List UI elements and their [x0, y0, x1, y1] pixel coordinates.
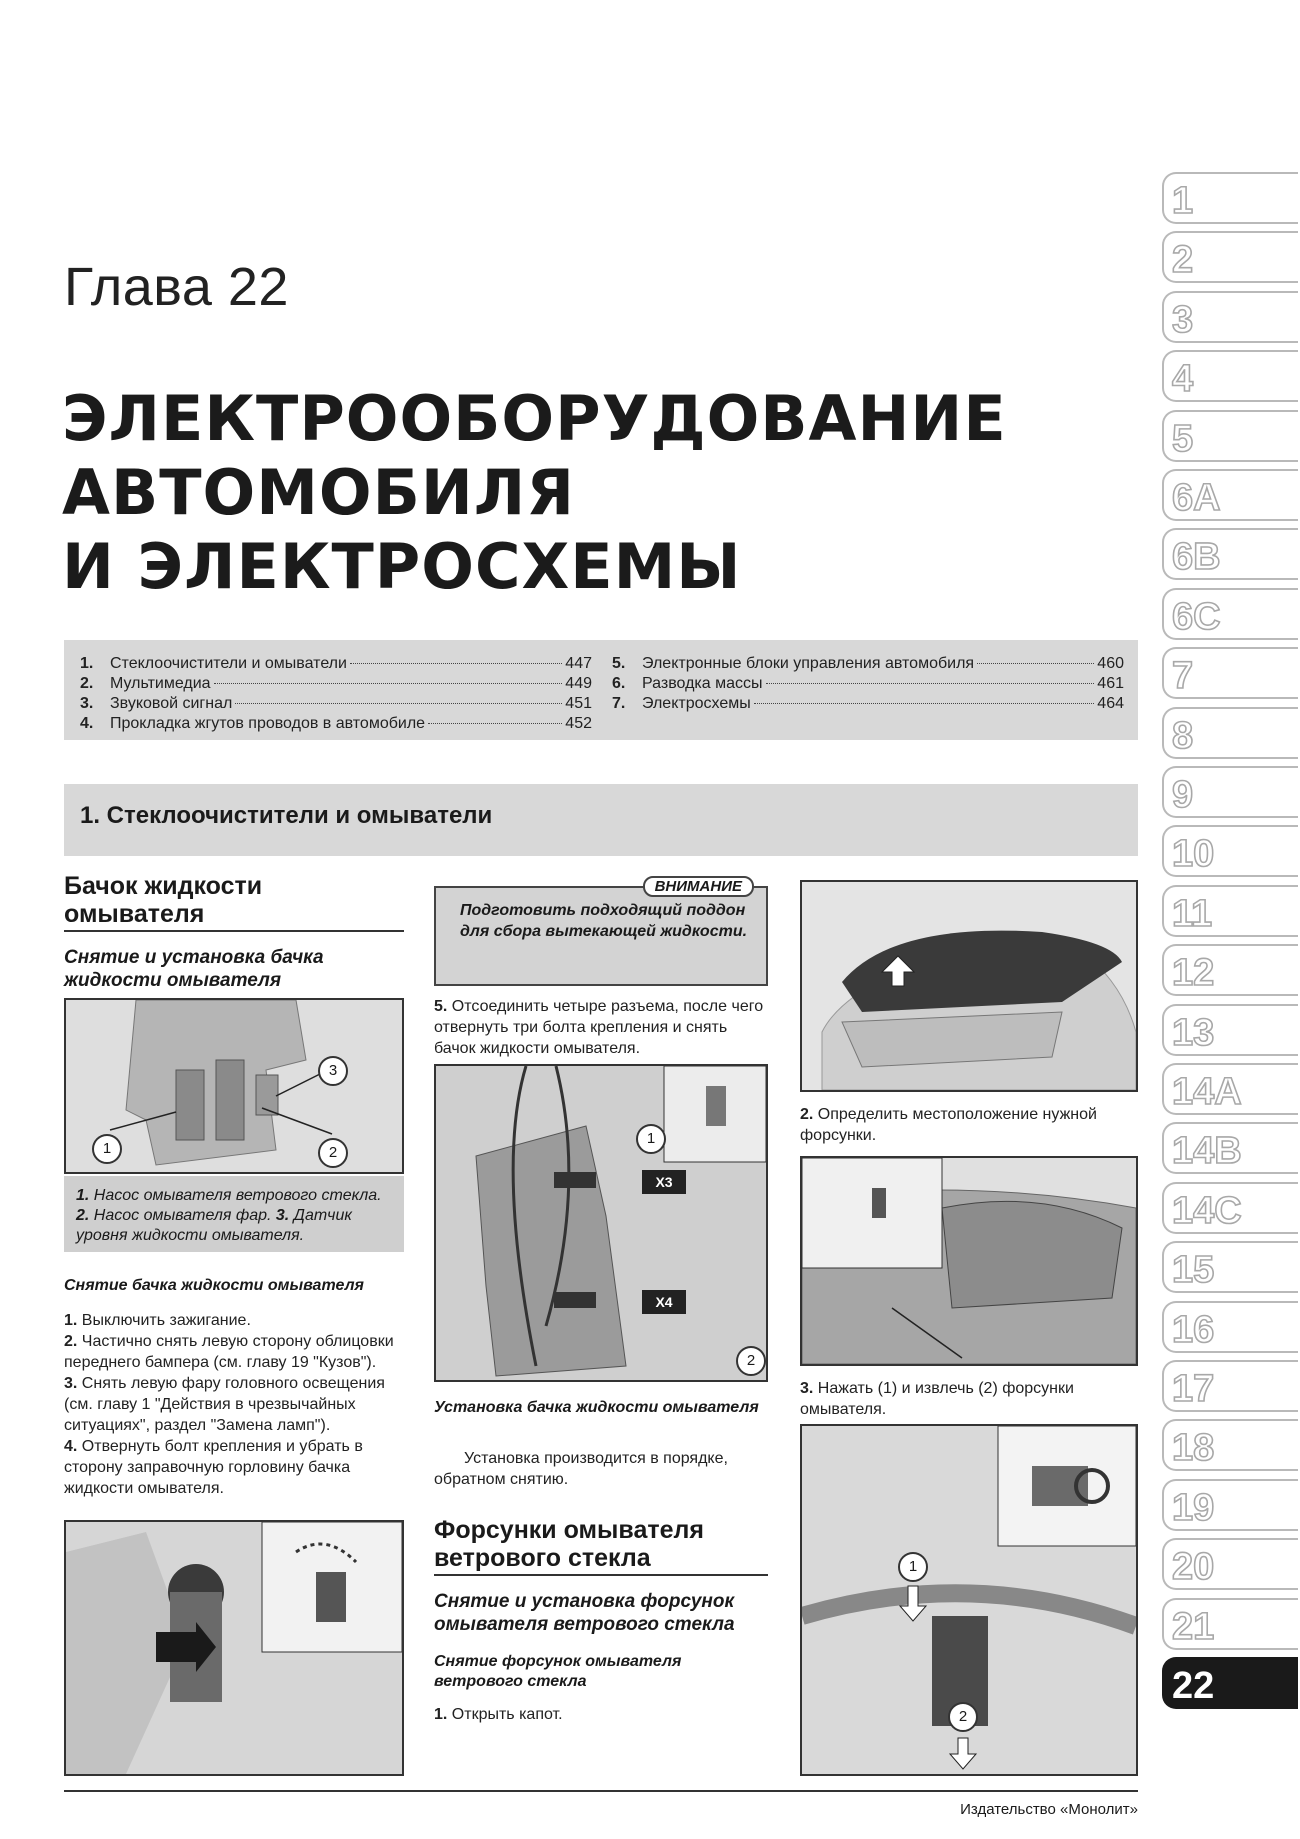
chapter-tab-label: 6B: [1172, 536, 1221, 578]
publisher-text: Издательство «Монолит»: [960, 1801, 1138, 1818]
toc-right-column: [612, 654, 1124, 714]
step-item: 1. Выключить зажигание.: [64, 1312, 251, 1329]
chapter-tab-9[interactable]: [1162, 766, 1298, 818]
chapter-tab-2[interactable]: [1162, 231, 1298, 283]
heading-rule: [64, 930, 404, 932]
toc-item[interactable]: 7. Электросхемы 464: [612, 695, 1124, 712]
open-hood-illustration: [802, 882, 1136, 1090]
chapter-tab-17[interactable]: [1162, 1360, 1298, 1412]
section-title: 1. Стеклоочистители и омыватели: [80, 802, 493, 829]
chapter-tab-14a[interactable]: [1162, 1063, 1298, 1115]
callout-1: 1: [92, 1134, 122, 1164]
chapter-tab-label: 13: [1172, 1012, 1215, 1054]
chapter-tab-label: 10: [1172, 833, 1215, 875]
chapter-tab-label: 9: [1172, 774, 1194, 816]
chapter-tab-6c[interactable]: [1162, 588, 1298, 640]
heading-washer-reservoir: Бачок жидкости омывателя: [64, 872, 263, 928]
callout-2: 2: [318, 1138, 348, 1168]
chapter-tab-label: 20: [1172, 1546, 1215, 1588]
subheading-nozzle-removal: Снятие форсунок омывателя ветрового стекла: [434, 1653, 682, 1690]
chapter-tab-22[interactable]: [1162, 1657, 1298, 1709]
step-2: 2. Определить местоположение нужной форсунки.: [800, 1106, 1097, 1144]
subheading-reservoir-install: Установка бачка жидкости омывателя: [434, 1399, 759, 1416]
figure-washer-reservoir: [64, 998, 404, 1174]
section-heading-bar: [64, 784, 1138, 856]
chapter-tab-label: 6A: [1172, 477, 1221, 519]
chapter-tab-11[interactable]: [1162, 885, 1298, 937]
chapter-title-line2: АВТОМОБИЛЯ: [62, 456, 576, 529]
chapter-tab-label: 4: [1172, 358, 1194, 400]
chapter-label: Глава 22: [64, 257, 289, 317]
toc-item[interactable]: 2. Мультимедиа 449: [80, 675, 592, 692]
chapter-tab-label: 2: [1172, 239, 1194, 281]
callout-1: 1: [898, 1552, 928, 1582]
chapter-tab-label: 19: [1172, 1487, 1215, 1529]
chapter-tab-10[interactable]: [1162, 825, 1298, 877]
subheading-reservoir-removal: Снятие бачка жидкости омывателя: [64, 1277, 364, 1294]
chapter-tab-label: 5: [1172, 418, 1194, 460]
chapter-tab-label: 11: [1172, 893, 1213, 935]
chapter-tab-5[interactable]: [1162, 410, 1298, 462]
chapter-tab-label: 6C: [1172, 596, 1221, 638]
toc-item[interactable]: 6. Разводка массы 461: [612, 675, 1124, 692]
figure-nozzle-release: [800, 1424, 1138, 1776]
toc-item[interactable]: 1. Стеклоочистители и омыватели 447: [80, 655, 592, 672]
chapter-tab-21[interactable]: [1162, 1598, 1298, 1650]
chapter-tab-19[interactable]: [1162, 1479, 1298, 1531]
chapter-tab-14b[interactable]: [1162, 1122, 1298, 1174]
step-item: 4. Отвернуть болт крепления и убрать в сторону заправочную горловину бачка жидкости омывателя.: [64, 1438, 363, 1497]
footer-rule: [64, 1790, 1138, 1792]
chapter-tab-6b[interactable]: [1162, 528, 1298, 580]
chapter-title-line1: ЭЛЕКТРООБОРУДОВАНИЕ: [62, 382, 1007, 455]
toc-item[interactable]: 4. Прокладка жгутов проводов в автомобиле 452: [80, 715, 592, 732]
chapter-tab-label: 14A: [1172, 1071, 1242, 1113]
figure-open-hood: [800, 880, 1138, 1092]
chapter-tab-label: 14C: [1172, 1190, 1242, 1232]
heading-rule: [434, 1574, 768, 1576]
nozzle-step-1: 1. Открыть капот.: [434, 1706, 563, 1723]
figure-caption: 1. Насос омывателя ветрового стекла. 2. Насос омывателя фар. 3. Датчик уровня жидкости омывателя.: [64, 1176, 404, 1252]
chapter-tab-label: 22: [1172, 1665, 1215, 1707]
chapter-tab-label: 14B: [1172, 1130, 1242, 1172]
chapter-tab-15[interactable]: [1162, 1241, 1298, 1293]
chapter-tab-label: 8: [1172, 715, 1194, 757]
attention-label: ВНИМАНИЕ: [643, 876, 754, 897]
figure-hood-underside: [800, 1156, 1138, 1366]
chapter-tab-label: 12: [1172, 952, 1215, 994]
connector-label-x4: X4: [642, 1290, 686, 1314]
attention-box: [434, 878, 768, 986]
step-item: 2. Частично снять левую сторону облицовки переднего бампера (см. главу 19 "Кузов").: [64, 1333, 394, 1371]
chapter-tab-label: 1: [1172, 180, 1194, 222]
reservoir-connectors-illustration: [436, 1066, 766, 1380]
steps-list: [64, 1310, 404, 1499]
chapter-tab-label: 3: [1172, 299, 1194, 341]
chapter-tab-18[interactable]: [1162, 1419, 1298, 1471]
chapter-title: [62, 382, 1007, 604]
chapter-tab-3[interactable]: [1162, 291, 1298, 343]
chapter-tab-14c[interactable]: [1162, 1182, 1298, 1234]
callout-2: 2: [736, 1346, 766, 1376]
figure-filler-neck: [64, 1520, 404, 1776]
chapter-tab-16[interactable]: [1162, 1301, 1298, 1353]
chapter-tab-label: 18: [1172, 1427, 1215, 1469]
step-3: 3. Нажать (1) и извлечь (2) форсунки омывателя.: [800, 1380, 1074, 1418]
callout-1: 1: [636, 1124, 666, 1154]
toc-left-column: [80, 654, 592, 734]
install-text: Установка производится в порядке, обратном снятию.: [434, 1450, 728, 1488]
chapter-tab-13[interactable]: [1162, 1004, 1298, 1056]
connector-label-x3: X3: [642, 1170, 686, 1194]
step-item: 3. Снять левую фару головного освещения (см. главу 1 "Действия в чрезвычайных ситуациях", раздел "Замена ламп").: [64, 1375, 385, 1434]
table-of-contents: [64, 640, 1138, 740]
subheading-reservoir-removal-install: Снятие и установка бачка жидкости омывателя: [64, 947, 324, 991]
chapter-tab-label: 21: [1172, 1606, 1215, 1648]
hood-underside-illustration: [802, 1158, 1136, 1364]
chapter-tab-12[interactable]: [1162, 944, 1298, 996]
filler-neck-illustration: [66, 1522, 402, 1774]
callout-2: 2: [948, 1702, 978, 1732]
toc-item[interactable]: 3. Звуковой сигнал 451: [80, 695, 592, 712]
chapter-tab-7[interactable]: [1162, 647, 1298, 699]
chapter-tab-1[interactable]: [1162, 172, 1298, 224]
chapter-tab-label: 16: [1172, 1309, 1215, 1351]
chapter-tab-label: 17: [1172, 1368, 1215, 1410]
heading-washer-nozzles: Форсунки омывателя ветрового стекла: [434, 1516, 704, 1572]
chapter-tab-6a[interactable]: [1162, 469, 1298, 521]
chapter-tab-label: 15: [1172, 1249, 1215, 1291]
chapter-tab-label: 7: [1172, 655, 1194, 697]
figure-reservoir-connectors: [434, 1064, 768, 1382]
chapter-tab-8[interactable]: [1162, 707, 1298, 759]
subheading-nozzle-removal-install: Снятие и установка форсунок омывателя ветрового стекла: [434, 1591, 735, 1635]
attention-text: Подготовить подходящий поддон для сбора вытекающей жидкости.: [460, 902, 748, 940]
chapter-tab-20[interactable]: [1162, 1538, 1298, 1590]
chapter-tab-4[interactable]: [1162, 350, 1298, 402]
toc-item[interactable]: 5. Электронные блоки управления автомобиля 460: [612, 655, 1124, 672]
step-5: 5. Отсоединить четыре разъема, после чего отвернуть три болта крепления и снять бачок жидкости омывателя.: [434, 998, 764, 1057]
callout-3: 3: [318, 1056, 348, 1086]
chapter-title-line3: И ЭЛЕКТРОСХЕМЫ: [62, 530, 742, 603]
